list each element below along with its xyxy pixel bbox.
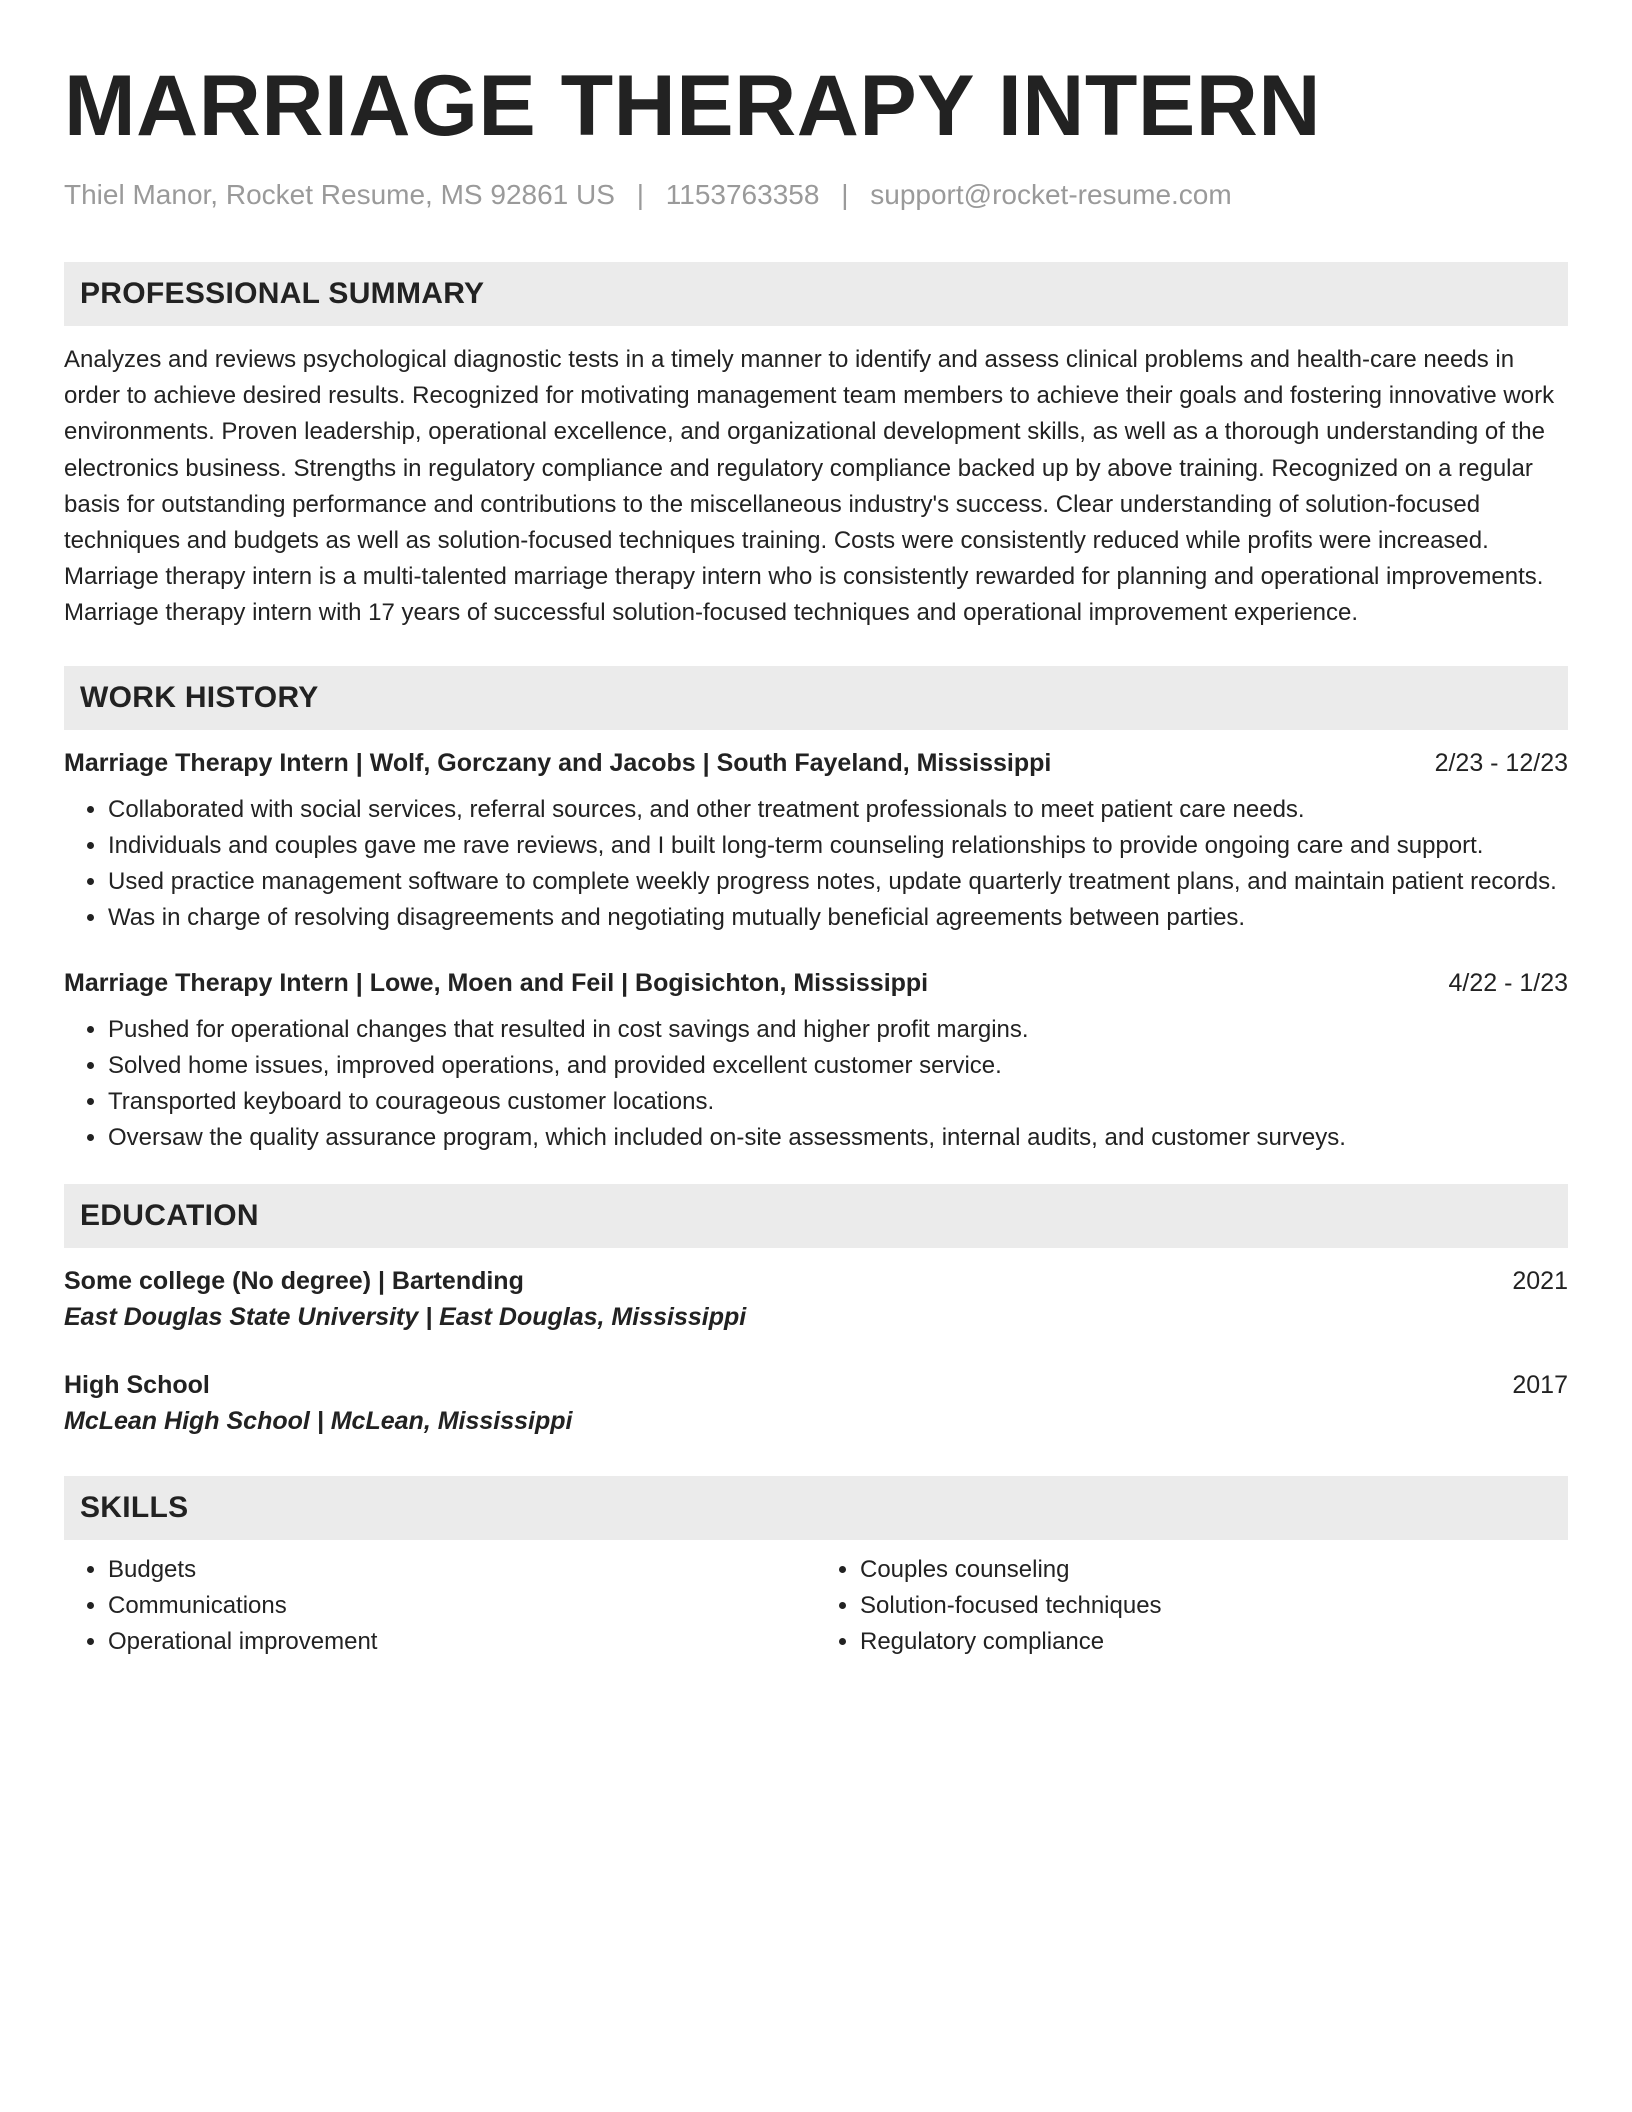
job-entry [64, 966, 1568, 1156]
job-bullets [64, 1012, 1568, 1156]
contact-email: support@rocket-resume.com [870, 179, 1232, 210]
resume-name: MARRIAGE THERAPY INTERN [64, 58, 1321, 154]
job-bullet: • Solved home issues, improved operations, and provided excellent customer service. [108, 1048, 1568, 1084]
skill-item: • Couples counseling [860, 1552, 1568, 1588]
skill-item: • Operational improvement [108, 1624, 816, 1660]
education-degree: High School [64, 1370, 210, 1399]
education-entry [64, 1264, 1568, 1336]
job-bullet: • Pushed for operational changes that resulted in cost savings and higher profit margins. [108, 1012, 1568, 1048]
contact-separator: | [841, 179, 849, 210]
contact-line [64, 178, 1568, 212]
skills-column-left [64, 1552, 816, 1660]
job-bullet: • Individuals and couples gave me rave reviews, and I built long-term counseling relationships to provide ongoing care and support. [108, 828, 1568, 864]
skills-column-right [816, 1552, 1568, 1660]
education-header [64, 1368, 1568, 1402]
contact-phone: 1153763358 [665, 179, 820, 210]
skills-section-header [64, 1476, 1568, 1540]
education-school: McLean High School | McLean, Mississippi [64, 1406, 573, 1435]
skill-item: • Budgets [108, 1552, 816, 1588]
summary-heading: PROFESSIONAL SUMMARY [80, 277, 485, 310]
job-title: Marriage Therapy Intern | Wolf, Gorczany and Jacobs | South Fayeland, Mississippi [64, 748, 1052, 777]
education-year: 2017 [1512, 1370, 1568, 1399]
job-title: Marriage Therapy Intern | Lowe, Moen and Feil | Bogisichton, Mississippi [64, 968, 929, 997]
job-bullet: • Oversaw the quality assurance program, which included on-site assessments, internal audits, and customer surveys. [108, 1120, 1568, 1156]
education-header [64, 1264, 1568, 1298]
contact-address: Thiel Manor, Rocket Resume, MS 92861 US [64, 179, 615, 210]
skill-item: • Regulatory compliance [860, 1624, 1568, 1660]
education-heading: EDUCATION [80, 1198, 259, 1232]
skills-heading: SKILLS [80, 1490, 189, 1524]
job-dates: 4/22 - 1/23 [1448, 968, 1568, 997]
skills-list [64, 1552, 1568, 1660]
job-bullet: • Collaborated with social services, referral sources, and other treatment professionals to meet patient care needs. [108, 792, 1568, 828]
job-bullet: • Transported keyboard to courageous customer locations. [108, 1084, 1568, 1120]
summary-section-header [64, 262, 1568, 326]
job-header [64, 966, 1568, 1000]
summary-text: Analyzes and reviews psychological diagnostic tests in a timely manner to identify and assess clinical problems and health-care needs in order to achieve desired results. Recognized for motivating management team members to achieve their goals and fostering innovative work environments. Proven leadership, operational excellence, and organizational development skills, as well as a thorough understanding of the electronics business. Strengths in regulatory compliance and regulatory compliance backed up by above training. Recognized on a regular basis for outstanding performance and contributions to the miscellaneous industry's success. Clear understanding of solution-focused techniques and budgets as well as solution-focused techniques training. Costs were consistently reduced while profits were increased. Marriage therapy intern is a multi-talented marriage therapy intern who is consistently rewarded for planning and operational improvements. Marriage therapy intern with 17 years of successful solution-focused techniques and operational improvement experience. [64, 346, 1555, 627]
job-bullet: • Was in charge of resolving disagreements and negotiating mutually beneficial agreements between parties. [108, 900, 1568, 936]
contact-separator: | [636, 179, 644, 210]
education-school: East Douglas State University | East Douglas, Mississippi [64, 1302, 747, 1331]
education-section-header [64, 1184, 1568, 1248]
job-dates: 2/23 - 12/23 [1434, 748, 1568, 777]
education-year: 2021 [1512, 1266, 1568, 1295]
job-header [64, 746, 1568, 780]
skill-item: • Solution-focused techniques [860, 1588, 1568, 1624]
job-entry [64, 746, 1568, 936]
job-bullets [64, 792, 1568, 936]
skill-item: • Communications [108, 1588, 816, 1624]
education-entry [64, 1368, 1568, 1440]
education-degree: Some college (No degree) | Bartending [64, 1266, 524, 1295]
job-bullet: • Used practice management software to complete weekly progress notes, update quarterly treatment plans, and maintain patient records. [108, 864, 1568, 900]
work-heading: WORK HISTORY [80, 680, 319, 714]
work-section-header [64, 666, 1568, 730]
